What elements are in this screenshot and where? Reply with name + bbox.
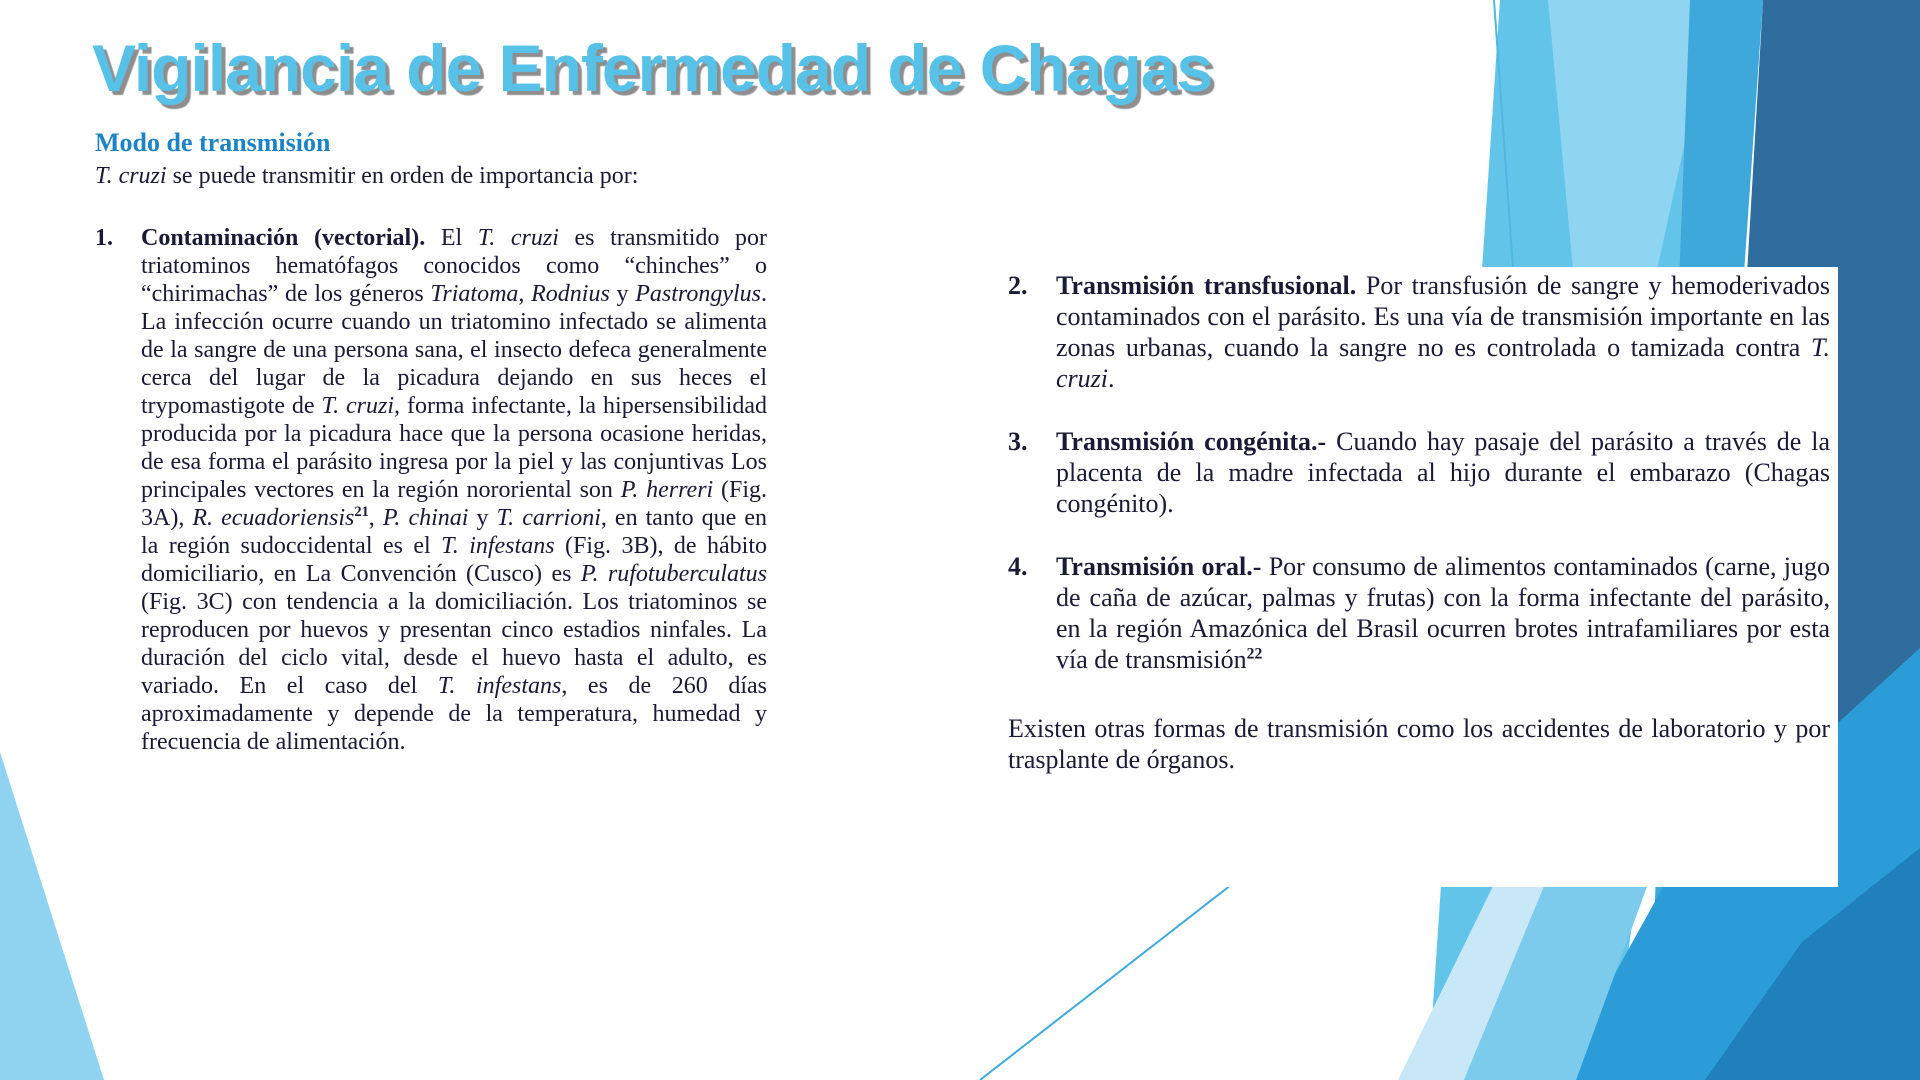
section-heading: Modo de transmisión [95,128,331,157]
list-item-text [1056,426,1830,519]
list-item-number: 3. [1008,427,1028,456]
page-title: Vigilancia de Enfermedad de Chagas [92,31,1213,105]
decoration-line-bottom [980,878,1240,1080]
list-item-title: Contaminación (vectorial). [141,225,426,251]
list-item-title: Transmisión transfusional. [1056,271,1357,300]
closing-paragraph: Existen otras formas de transmisión como los accidentes de laboratorio y por trasplante de órganos. [1008,714,1830,774]
right-column [1008,270,1830,775]
list-item-body: Por consumo de alimentos contaminados (carne, jugo de caña de azúcar, palmas y frutas) con la forma infectante del parásito, en la región Amazónica del Brasil ocurren brotes intrafamiliares por esta vía de transmisión$^{22}$ [1056,552,1831,674]
list-item-1 [95,224,767,756]
list-item-text [1056,270,1830,394]
left-column [95,128,767,756]
list-item-body: El T. cruzi es transmitido por triatominos hematófagos conocidos como “chinches” o “chirimachas” de los géneros Triatoma, Rodnius y Pastrongylus. La infección ocurre cuando un triatomino infectado se alimenta de la sangre de una persona sana, el insecto defeca generalmente cerca del lugar de la picadura dejando en sus heces el trypomastigote de T. cruzi, forma infectante, la hipersensibilidad producida por la picadura hace que la persona ocasione heridas, de esa forma el parásito ingresa por la piel y las conjuntivas Los principales vectores en la región nororiental son P. herreri (Fig. 3A), R. ecuadoriensis$^{21}$, P. chinai y T. carrioni, en tanto que en la región sudoccidental es el T. infestans (Fig. 3B), de hábito domiciliario, en La Convención (Cusco) es P. rufotuberculatus (Fig. 3C) con tendencia a la domiciliación. Los triatominos se reproducen por huevos y presentan cinco estadios ninfales. La duración del ciclo vital, desde el huevo hasta el adulto, es variado. En el caso del T. infestans, es de 260 días aproximadamente y depende de la temperatura, humedad y frecuencia de alimentación. [141,225,768,755]
list-item-text [141,224,767,756]
list-item-4 [1008,551,1830,675]
list-item-number: 2. [1008,271,1028,300]
list-item-title: Transmisión congénita.- [1056,427,1327,456]
list-item-body: Cuando hay pasaje del parásito a través de la placenta de la madre infectada al hijo durante el embarazo (Chagas congénito). [1056,427,1831,518]
list-item-3 [1008,426,1830,519]
list-item-text [1056,551,1830,675]
list-item-number: 1. [95,225,113,251]
intro-paragraph: T. cruzi se puede transmitir en orden de importancia por: [95,163,639,189]
list-item-title: Transmisión oral.- [1056,552,1262,581]
list-item-number: 4. [1008,552,1028,581]
decoration-triangle-bottom-left [0,752,104,1080]
list-item-body: Por transfusión de sangre y hemoderivados contaminados con el parásito. Es una vía de transmisión importante en las zonas urbanas, cuando la sangre no es controlada o tamizada contra T. cruzi. [1056,271,1831,393]
list-item-2 [1008,270,1830,394]
